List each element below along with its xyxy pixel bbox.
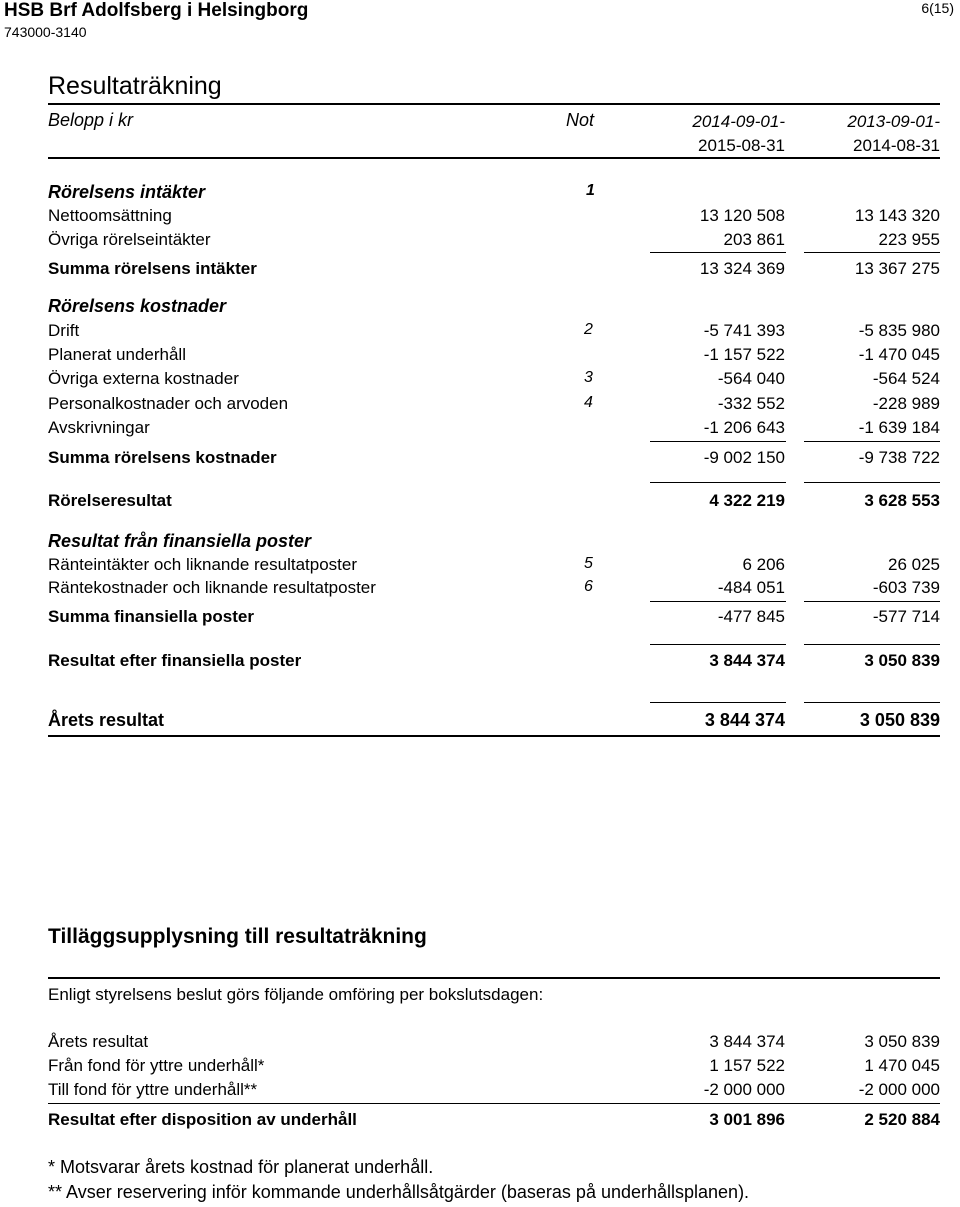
supplement-title: Tilläggsupplysning till resultaträkning [48,925,427,948]
row-label: Summa rörelsens kostnader [48,448,277,467]
period-previous-start: 2013-09-01- [847,112,940,131]
row-note: 1 [586,182,595,199]
title-rule [48,103,940,105]
row-value-previous: 26 025 [888,555,940,574]
row-label: Summa finansiella poster [48,607,254,626]
row-value-current: -477 845 [717,607,785,626]
row-value-previous: -228 989 [872,394,940,413]
row-label: Personalkostnader och arvoden [48,394,289,413]
row-value-previous: -9 738 722 [858,448,940,467]
table-row [48,555,940,577]
subtotal-rule [804,482,940,483]
row-value-previous: -1 639 184 [858,418,940,437]
row-note: 2 [584,321,593,338]
organization-name: HSB Brf Adolfsberg i Helsingborg [4,0,309,21]
row-label: Avskrivningar [48,418,150,437]
table-row [48,206,940,228]
row-label: Resultat efter finansiella poster [48,651,302,670]
row-label: Årets resultat [48,710,165,730]
row-label: Nettoomsättning [48,206,172,225]
supplement-row-total [48,1110,940,1132]
row-label: Rörelsens intäkter [48,182,206,202]
page-title: Resultaträkning [48,72,222,100]
table-row-year-result [48,710,940,732]
row-note: 3 [584,369,593,386]
table-row-operating-result [48,491,940,513]
period-current-header [692,110,785,158]
row-value-current: -2 000 000 [703,1080,785,1099]
table-row-total [48,448,940,470]
row-value-previous: 3 050 839 [864,1032,940,1051]
subtotal-rule [650,482,786,483]
period-current-start: 2014-09-01- [692,112,785,131]
row-label: Ränteintäkter och liknande resultatposter [48,555,358,574]
row-label: Från fond för yttre underhåll* [48,1056,265,1075]
period-previous-header [847,110,940,158]
table-row [48,394,940,416]
statement-bottom-rule [48,735,940,737]
page-number: 6(15) [921,0,954,16]
row-value-current: 3 844 374 [704,710,785,730]
row-label: Årets resultat [48,1032,149,1051]
row-value-previous: -564 524 [872,369,940,388]
row-value-current: -9 002 150 [703,448,785,467]
row-value-previous: 1 470 045 [864,1056,940,1075]
row-value-current: 1 157 522 [709,1056,785,1075]
row-value-current: 3 844 374 [709,1032,785,1051]
row-value-previous: 3 628 553 [864,491,940,510]
row-value-previous: -603 739 [872,578,940,597]
row-value-current: 13 120 508 [699,206,785,225]
row-value-previous: 3 050 839 [864,651,940,670]
period-current-end: 2015-08-31 [698,136,785,155]
row-value-previous: -1 470 045 [858,345,940,364]
row-label: Resultat efter disposition av underhåll [48,1110,357,1129]
row-value-previous: 13 367 275 [854,259,940,278]
subtotal-rule [650,441,786,442]
footnote-1: * Motsvarar årets kostnad för planerat underhåll. [48,1157,434,1177]
footnote-2: ** Avser reservering inför kommande underhållsåtgärder (baseras på underhållsplanen). [48,1182,750,1202]
table-row-total [48,259,940,281]
row-label: Resultat från finansiella poster [48,531,312,551]
subtotal-rule [804,252,940,253]
row-value-current: 4 322 219 [709,491,785,510]
row-label: Planerat underhåll [48,345,186,364]
table-row [48,321,940,343]
row-label: Rörelseresultat [48,491,172,510]
period-previous-end: 2014-08-31 [853,136,940,155]
note-column-label: Not [566,110,595,130]
table-row [48,345,940,367]
table-row [48,230,940,252]
subtotal-rule [650,252,786,253]
row-value-previous: -5 835 980 [858,321,940,340]
organization-number: 743000-3140 [4,24,87,40]
supplement-intro: Enligt styrelsens beslut görs följande omföring per bokslutsdagen: [48,985,544,1004]
table-row [48,578,940,600]
table-row-result-after-financial [48,651,940,673]
row-note: 6 [584,578,593,595]
header-rule [48,157,940,159]
subtotal-rule [804,441,940,442]
section-financial-items [48,531,940,553]
row-value-current: -1 206 643 [703,418,785,437]
subtotal-rule [804,644,940,645]
row-value-current: 13 324 369 [699,259,785,278]
row-label: Övriga externa kostnader [48,369,239,388]
section-operating-costs [48,296,940,318]
row-value-current: -484 051 [717,578,785,597]
row-value-current: 3 001 896 [709,1110,785,1129]
amount-column-label: Belopp i kr [48,110,134,130]
row-value-current: 6 206 [742,555,785,574]
row-label: Drift [48,321,80,340]
row-value-previous: 223 955 [878,230,940,249]
supplement-title-rule [48,977,940,979]
row-value-current: -5 741 393 [703,321,785,340]
subtotal-rule [804,702,940,703]
row-value-previous: 13 143 320 [854,206,940,225]
row-label: Summa rörelsens intäkter [48,259,257,278]
subtotal-rule [650,601,786,602]
row-value-current: -332 552 [717,394,785,413]
row-value-current: -564 040 [717,369,785,388]
row-label: Övriga rörelseintäkter [48,230,211,249]
supplement-row [48,1032,940,1054]
row-value-current: -1 157 522 [703,345,785,364]
row-label: Rörelsens kostnader [48,296,227,316]
row-label: Räntekostnader och liknande resultatposter [48,578,376,597]
row-value-current: 3 844 374 [709,651,785,670]
row-value-previous: 2 520 884 [864,1110,940,1129]
row-note: 5 [584,555,593,572]
supplement-row [48,1056,940,1078]
table-row [48,369,940,391]
subtotal-rule [650,702,786,703]
table-row-total [48,607,940,629]
supplement-sum-rule [48,1103,940,1104]
supplement-row [48,1080,940,1102]
section-operating-income [48,182,940,204]
row-label: Till fond för yttre underhåll** [48,1080,258,1099]
row-value-previous: -2 000 000 [858,1080,940,1099]
row-value-previous: 3 050 839 [859,710,940,730]
row-value-previous: -577 714 [872,607,940,626]
subtotal-rule [650,644,786,645]
row-value-current: 203 861 [723,230,785,249]
table-row [48,418,940,440]
subtotal-rule [804,601,940,602]
row-note: 4 [584,394,593,411]
